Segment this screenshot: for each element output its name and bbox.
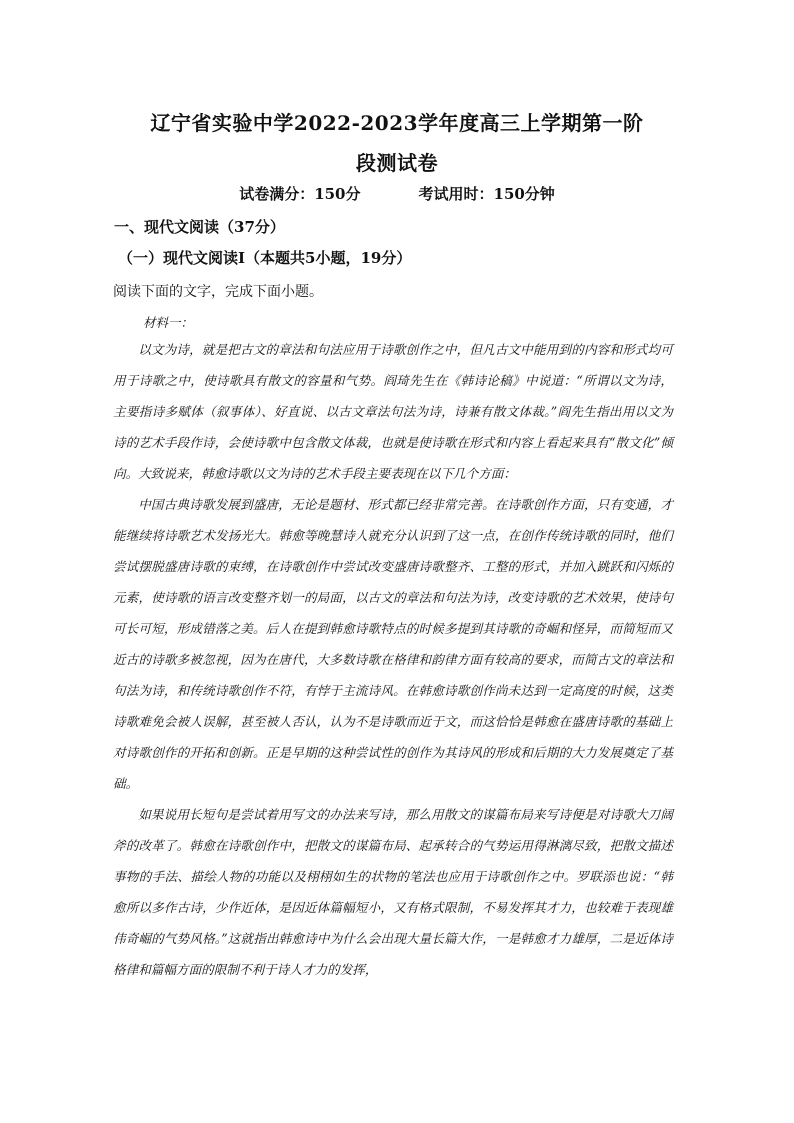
- material-label: 材料一：: [143, 315, 194, 330]
- passage-body: [113, 334, 673, 985]
- sub-section-heading: （一）现代文阅读Ⅰ（本题共5小题，19分）: [118, 249, 412, 267]
- full-score: 试卷满分：150分: [239, 185, 361, 203]
- paragraph-2: 中国古典诗歌发展到盛唐，无论是题材、形式都已经非常完善。在诗歌创作方面，只有变通，才能继续将诗歌艺术发扬光大。韩愈等晚慧诗人就充分认识到了这一点，在创作传统诗歌的同时，他们尝试摆脱盛唐诗歌的束缚，在诗歌创作中尝试改变盛唐诗歌整齐、工整的形式，并加入跳跃和闪烁的元素，使诗歌的语言改变整齐划一的局面，以古文的章法和句法为诗，改变诗歌的艺术效果，使诗句可长可短，形成错落之美。后人在提到韩愈诗歌特点的时候多提到其诗歌的奇崛和怪异，而简短而又近古的诗歌多被忽视，因为在唐代，大多数诗歌在格律和韵律方面有较高的要求，而简古文的章法和句法为诗，和传统诗歌创作不符，有悖于主流诗风。在韩愈诗歌创作尚未达到一定高度的时候，这类诗歌难免会被人误解，甚至被人否认，认为不是诗歌而近于文，而这恰恰是韩愈在盛唐诗歌的基础上对诗歌创作的开拓和创新。正是早期的这种尝试性的创作为其诗风的形成和后期的大力发展奠定了基础。: [113, 497, 673, 791]
- paragraph-3: 如果说用长短句是尝试着用写文的办法来写诗，那么用散文的谋篇布局来写诗便是对诗歌大刀阔斧的改革了。韩愈在诗歌创作中，把散文的谋篇布局、起承转合的气势运用得淋漓尽致，把散文描述事物的手法、描绘人物的功能以及栩栩如生的状物的笔法也应用于诗歌创作之中。罗联添也说：“韩愈所以多作古诗，少作近体，是因近体篇幅短小，又有格式限制，不易发挥其才力，也较难于表现雄伟奇崛的气势风格。”这就指出韩愈诗中为什么会出现大量长篇大作，一是韩愈才力雄厚，二是近体诗格律和篇幅方面的限制不利于诗人才力的发挥，: [113, 807, 673, 977]
- exam-time: 考试用时：150分钟: [418, 185, 555, 203]
- reading-instruction: 阅读下面的文字，完成下面小题。: [113, 284, 323, 300]
- paragraph-1: 以文为诗，就是把古文的章法和句法应用于诗歌创作之中，但凡古文中能用到的内容和形式均可用于诗歌之中，使诗歌具有散文的容量和气势。阎琦先生在《韩诗论稿》中说道：“所谓以文为诗，主要指诗多赋体（叙事体）、好直说、以古文章法句法为诗，诗兼有散文体裁。”阎先生指出用以文为诗的艺术手段作诗，会使诗歌中包含散文体裁，也就是使诗歌在形式和内容上看起来具有“散文化”倾向。大致说来，韩愈诗歌以文为诗的艺术手段主要表现在以下几个方面：: [113, 342, 673, 481]
- section-heading: 一、现代文阅读（37分）: [114, 218, 285, 236]
- document-title-line-1: 辽宁省实验中学2022-2023学年度高三上学期第一阶: [150, 111, 644, 135]
- document-title-line-2: 段测试卷: [356, 151, 438, 175]
- exam-meta: [0, 183, 794, 204]
